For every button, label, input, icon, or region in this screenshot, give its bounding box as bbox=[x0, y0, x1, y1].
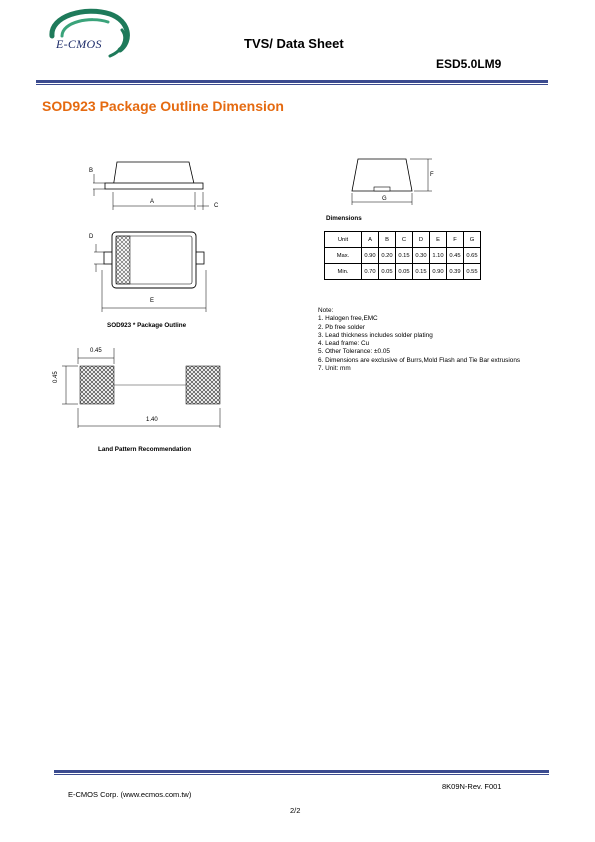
dim-label-b: B bbox=[89, 168, 94, 174]
note-item: 1. Halogen free,EMC bbox=[318, 315, 378, 323]
land-pattern-drawing bbox=[50, 344, 230, 430]
note-item: 6. Dimensions are exclusive of Burrs,Mold Flash and Tie Bar extrusions bbox=[318, 356, 521, 364]
section-title: SOD923 Package Outline Dimension bbox=[42, 98, 284, 114]
dimensions-title: Dimensions bbox=[326, 215, 362, 222]
table-cell: 0.65 bbox=[464, 248, 481, 264]
dim-label-f: F bbox=[430, 172, 434, 178]
table-cell: 0.30 bbox=[413, 248, 430, 264]
table-cell: 0.39 bbox=[447, 264, 464, 280]
land-width-label: 0.45 bbox=[90, 348, 102, 354]
company-logo bbox=[40, 6, 135, 62]
table-cell: C bbox=[396, 232, 413, 248]
company-footer: E-CMOS Corp. (www.ecmos.com.tw) bbox=[68, 790, 192, 799]
package-side-view bbox=[85, 152, 225, 212]
dim-label-g: G bbox=[382, 196, 387, 202]
table-cell: 0.15 bbox=[396, 248, 413, 264]
table-cell: 0.55 bbox=[464, 264, 481, 280]
footer-rule bbox=[54, 770, 549, 773]
logo-text: E-CMOS bbox=[56, 37, 102, 51]
table-cell: 0.05 bbox=[396, 264, 413, 280]
part-number: ESD5.0LM9 bbox=[436, 57, 502, 71]
note-item: 2. Pb free solder bbox=[318, 323, 365, 331]
document-title: TVS/ Data Sheet bbox=[244, 36, 344, 51]
table-cell: 0.90 bbox=[430, 264, 447, 280]
table-cell: F bbox=[447, 232, 464, 248]
revision-code: 8K09N-Rev. F001 bbox=[442, 782, 502, 791]
note-item: 3. Lead thickness includes solder plating bbox=[318, 331, 433, 339]
table-cell: 0.15 bbox=[413, 264, 430, 280]
package-end-view bbox=[340, 155, 450, 207]
table-cell: 0.45 bbox=[447, 248, 464, 264]
note-item: 5. Other Tolerance: ±0.05 bbox=[318, 348, 390, 356]
table-cell: A bbox=[362, 232, 379, 248]
table-row bbox=[325, 248, 481, 264]
table-cell: Unit bbox=[325, 232, 362, 248]
table-cell: 0.05 bbox=[379, 264, 396, 280]
page-number: 2/2 bbox=[290, 806, 301, 815]
footer-rule-thin bbox=[54, 774, 549, 775]
dim-label-e: E bbox=[150, 298, 155, 304]
header-rule-thin bbox=[36, 84, 548, 85]
note-item: 7. Unit: mm bbox=[318, 365, 351, 373]
dim-label-d: D bbox=[89, 234, 94, 240]
land-caption: Land Pattern Recommendation bbox=[98, 446, 192, 453]
table-cell: B bbox=[379, 232, 396, 248]
table-cell: E bbox=[430, 232, 447, 248]
table-header-row bbox=[325, 232, 481, 248]
table-cell: Max. bbox=[325, 248, 362, 264]
table-cell: G bbox=[464, 232, 481, 248]
table-cell: Min. bbox=[325, 264, 362, 280]
dimensions-table bbox=[324, 231, 481, 280]
table-cell: D bbox=[413, 232, 430, 248]
table-row bbox=[325, 264, 481, 280]
table-cell: 0.90 bbox=[362, 248, 379, 264]
note-item: 4. Lead frame: Cu bbox=[318, 340, 370, 348]
dim-label-a: A bbox=[150, 199, 155, 205]
table-cell: 1.10 bbox=[430, 248, 447, 264]
notes-block bbox=[318, 307, 520, 373]
package-caption: SOD923 * Package Outline bbox=[107, 322, 187, 329]
land-height-label: 0.45 bbox=[53, 371, 59, 383]
notes-title: Note: bbox=[318, 307, 334, 314]
land-span-label: 1.40 bbox=[146, 417, 158, 423]
table-cell: 0.20 bbox=[379, 248, 396, 264]
dim-label-c: C bbox=[214, 203, 219, 209]
table-cell: 0.70 bbox=[362, 264, 379, 280]
header-rule bbox=[36, 80, 548, 83]
